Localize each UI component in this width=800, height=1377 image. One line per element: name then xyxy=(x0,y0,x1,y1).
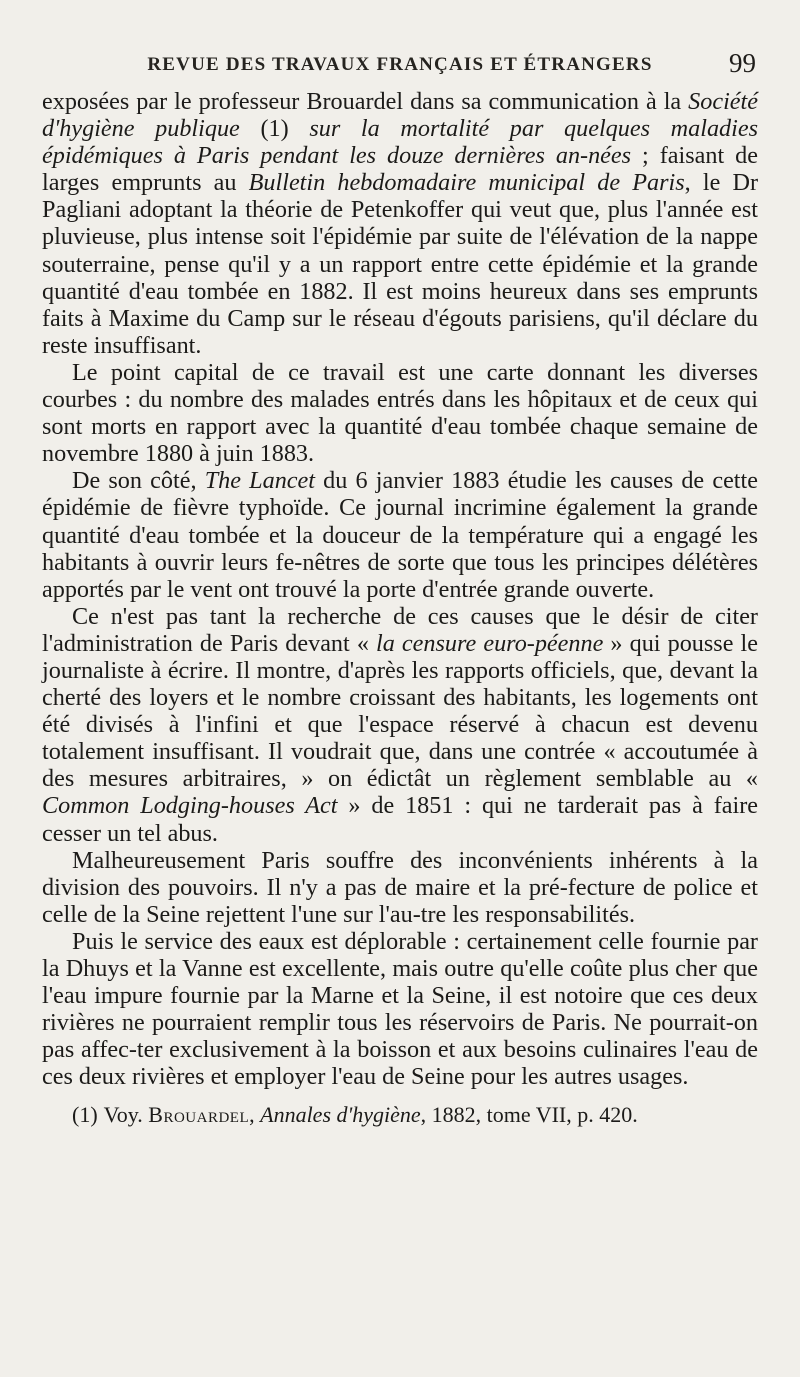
text-run: » qui pousse le journaliste à écrire. Il montre, d'après les rapports officiels, que, devant la cherté des loyers et le nombre croissant des habitants, les logements ont été divisés à l'infini et que l'espace réservé à chacun est devenu totalement insuffisant. Il voudrait que, dans une contrée « accoutumée à des mesures arbitraires, » on édictât un règlement semblable au « xyxy=(42,629,758,793)
italic-run: The Lancet xyxy=(204,467,315,495)
text-run: , le Dr Pagliani adoptant la théorie de Petenkoffer qui veut que, plus l'année est pluvieuse, plus intense soit l'épidémie par suite de l'élévation de la nappe souterraine, pense qu'il y a un rapport entre cette épidémie et la grande quantité d'eau tombée en 1882. Il est moins heureux dans ses emprunts faits à Maxime du Camp sur le réseau d'égouts parisiens, qu'il déclare du reste insuffisant. xyxy=(42,169,758,359)
running-head xyxy=(42,48,758,88)
italic-run: Bulletin hebdomadaire municipal de Paris xyxy=(248,169,685,197)
text-run: Ce n'est pas tant la recherche de ces causes que le désir de citer l'administration de Paris devant « xyxy=(42,602,758,657)
text-run: Puis le service des eaux est déplorable : certainement celle fournie par la Dhuys et la Vanne est excellente, mais outre qu'elle coûte plus cher que l'eau impure fournie par la Marne et la Seine, il est notoire que ces deux rivières ne pourraient remplir tous les réservoirs de Paris. Ne pourrait-on pas affec-ter exclusivement à la boisson et aux besoins culinaires l'eau de ces deux rivières et employer l'eau de Seine pour les autres usages. xyxy=(42,927,758,1091)
italic-run: Annales d'hygiène xyxy=(260,1102,421,1128)
paragraph xyxy=(42,359,758,467)
text-run: , xyxy=(249,1102,261,1128)
paragraph xyxy=(42,88,758,359)
text-run: du 6 janvier 1883 étudie les causes de cette épidémie de fièvre typhoïde. Ce journal incrimine également la grande quantité d'eau tombée et la douceur de la température qui a engagé les habitants à ouvrir leurs fe-nêtres de sorte que tous les principes délétères apportés par le vent ont trouvé la porte d'entrée grande ouverte. xyxy=(42,467,758,603)
text-run: Malheureusement Paris souffre des inconvénients inhérents à la division des pouvoirs. Il n'y a pas de maire et la pré-fecture de police et celle de la Seine rejettent l'une sur l'au-tre les responsabilités. xyxy=(42,846,758,928)
paragraph xyxy=(42,603,758,847)
body-text xyxy=(42,88,758,1090)
footnote-mark: (1) xyxy=(72,1102,98,1128)
italic-run: Common Lodging-houses Act xyxy=(42,792,338,820)
italic-run: la censure euro-péenne xyxy=(376,629,604,657)
text-run: , 1882, tome VII, p. 420. xyxy=(420,1102,638,1128)
paragraph xyxy=(42,847,758,928)
text-run: De son côté, xyxy=(72,467,205,495)
text-run: ; faisant de larges emprunts au xyxy=(42,142,758,197)
running-title: REVUE DES TRAVAUX FRANÇAIS ET ÉTRANGERS xyxy=(147,54,653,75)
page-number: 99 xyxy=(729,48,756,78)
text-run: » de 1851 : qui ne tarderait pas à faire cesser un tel abus. xyxy=(42,792,758,847)
paragraph xyxy=(42,467,758,602)
italic-run: Société d'hygiène publique xyxy=(42,88,758,143)
text-run: (1) xyxy=(239,115,310,143)
text-run: Voy. xyxy=(103,1102,149,1128)
text-run: Le point capital de ce travail est une carte donnant les diverses courbes : du nombre des malades entrés dans les hôpitaux et de ceux qui sont morts en rapport avec la quantité d'eau tombée chaque semaine de novembre 1880 à juin 1883. xyxy=(42,358,758,468)
small-caps-run: Brouardel xyxy=(148,1102,250,1128)
footnote xyxy=(42,1102,758,1128)
paragraph xyxy=(42,928,758,1091)
text-run: exposées par le professeur Brouardel dans sa communication à la xyxy=(42,88,689,115)
italic-run: sur la mortalité par quelques maladies épidémiques à Paris pendant les douze dernières an-nées xyxy=(42,115,759,170)
footnote-text xyxy=(104,1102,638,1127)
